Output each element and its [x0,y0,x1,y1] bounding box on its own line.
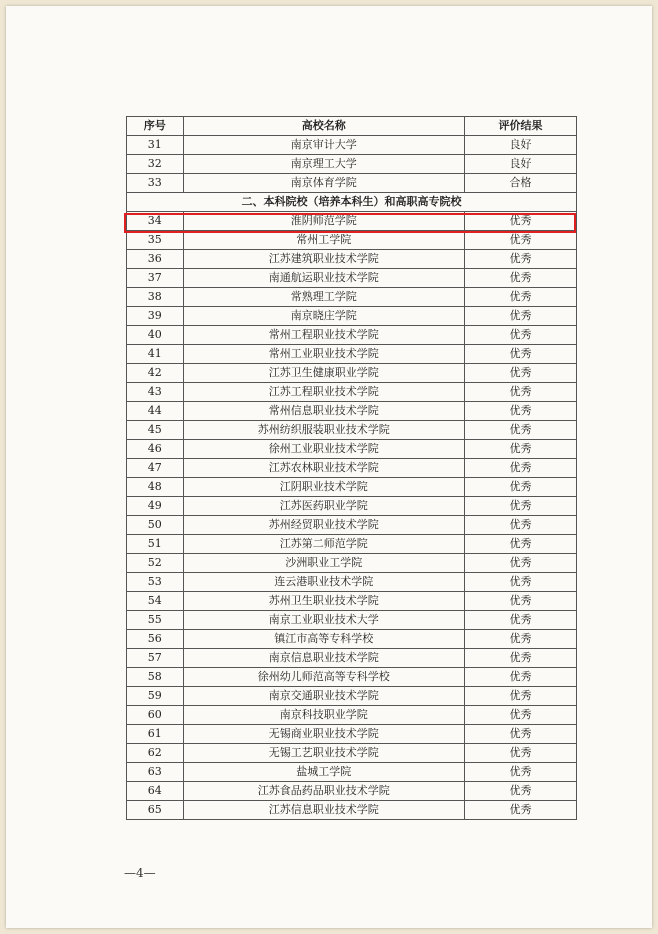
cell-name: 苏州纺织服装职业技术学院 [183,421,464,440]
cell-no: 65 [127,801,184,820]
cell-result: 优秀 [464,288,576,307]
cell-result: 优秀 [464,269,576,288]
cell-no: 31 [127,136,184,155]
cell-result: 优秀 [464,478,576,497]
cell-result: 优秀 [464,383,576,402]
cell-no: 34 [127,212,184,231]
cell-name: 无锡商业职业技术学院 [183,725,464,744]
cell-result: 优秀 [464,250,576,269]
cell-name: 江苏食品药品职业技术学院 [183,782,464,801]
cell-result: 优秀 [464,459,576,478]
header-result: 评价结果 [464,117,576,136]
cell-no: 33 [127,174,184,193]
cell-no: 62 [127,744,184,763]
cell-no: 64 [127,782,184,801]
document-page [6,6,652,928]
cell-name: 江苏信息职业技术学院 [183,801,464,820]
cell-name: 常熟理工学院 [183,288,464,307]
table-body-top [127,136,577,193]
table-row [127,269,577,288]
cell-result: 优秀 [464,573,576,592]
cell-result: 优秀 [464,535,576,554]
cell-result: 良好 [464,155,576,174]
cell-result: 优秀 [464,782,576,801]
cell-no: 49 [127,497,184,516]
cell-name: 连云港职业技术学院 [183,573,464,592]
cell-no: 57 [127,649,184,668]
table-row [127,516,577,535]
cell-name: 江苏第二师范学院 [183,535,464,554]
table-section [127,193,577,212]
cell-no: 51 [127,535,184,554]
table-row [127,231,577,250]
cell-result: 优秀 [464,725,576,744]
cell-no: 63 [127,763,184,782]
cell-name: 江苏工程职业技术学院 [183,383,464,402]
cell-name: 常州工学院 [183,231,464,250]
cell-name: 南京晓庄学院 [183,307,464,326]
cell-no: 43 [127,383,184,402]
cell-result: 优秀 [464,440,576,459]
cell-no: 50 [127,516,184,535]
table-row [127,212,577,231]
cell-result: 优秀 [464,630,576,649]
cell-name: 南京审计大学 [183,136,464,155]
section-title: 二、本科院校（培养本科生）和高职高专院校 [127,193,577,212]
cell-result: 良好 [464,136,576,155]
cell-no: 39 [127,307,184,326]
cell-result: 优秀 [464,744,576,763]
cell-name: 常州工程职业技术学院 [183,326,464,345]
cell-no: 53 [127,573,184,592]
cell-no: 38 [127,288,184,307]
cell-name: 徐州幼儿师范高等专科学校 [183,668,464,687]
section-title-row [127,193,577,212]
table-header-row [127,117,577,136]
cell-result: 优秀 [464,326,576,345]
cell-name: 盐城工学院 [183,763,464,782]
cell-result: 优秀 [464,497,576,516]
table-row [127,497,577,516]
table-row [127,573,577,592]
cell-name: 南京体育学院 [183,174,464,193]
cell-name: 南京工业职业技术大学 [183,611,464,630]
cell-no: 32 [127,155,184,174]
page-number: —4— [124,866,156,880]
evaluation-table [126,116,577,820]
table-row [127,478,577,497]
cell-no: 40 [127,326,184,345]
table-row [127,763,577,782]
cell-name: 南京科技职业学院 [183,706,464,725]
table-row [127,136,577,155]
cell-no: 47 [127,459,184,478]
table-row [127,649,577,668]
cell-name: 常州工业职业技术学院 [183,345,464,364]
cell-result: 优秀 [464,801,576,820]
cell-no: 52 [127,554,184,573]
cell-result: 优秀 [464,763,576,782]
cell-no: 45 [127,421,184,440]
cell-no: 54 [127,592,184,611]
cell-result: 优秀 [464,668,576,687]
cell-name: 徐州工业职业技术学院 [183,440,464,459]
cell-name: 淮阴师范学院 [183,212,464,231]
cell-result: 优秀 [464,592,576,611]
cell-name: 南京交通职业技术学院 [183,687,464,706]
header-no: 序号 [127,117,184,136]
cell-name: 常州信息职业技术学院 [183,402,464,421]
cell-no: 41 [127,345,184,364]
cell-result: 优秀 [464,364,576,383]
cell-result: 优秀 [464,687,576,706]
cell-name: 南通航运职业技术学院 [183,269,464,288]
cell-name: 苏州经贸职业技术学院 [183,516,464,535]
cell-name: 江阴职业技术学院 [183,478,464,497]
cell-name: 苏州卫生职业技术学院 [183,592,464,611]
table-row [127,725,577,744]
cell-no: 42 [127,364,184,383]
table-row [127,440,577,459]
cell-name: 沙洲职业工学院 [183,554,464,573]
table-row [127,801,577,820]
cell-name: 南京理工大学 [183,155,464,174]
cell-no: 44 [127,402,184,421]
cell-result: 优秀 [464,212,576,231]
cell-no: 56 [127,630,184,649]
cell-no: 37 [127,269,184,288]
cell-no: 35 [127,231,184,250]
table-row [127,630,577,649]
table-row [127,554,577,573]
table-row [127,421,577,440]
cell-no: 55 [127,611,184,630]
cell-no: 48 [127,478,184,497]
cell-name: 镇江市高等专科学校 [183,630,464,649]
table-row [127,706,577,725]
cell-no: 58 [127,668,184,687]
cell-no: 36 [127,250,184,269]
cell-result: 优秀 [464,345,576,364]
cell-no: 60 [127,706,184,725]
cell-result: 优秀 [464,421,576,440]
table-row [127,383,577,402]
table-row [127,459,577,478]
cell-result: 优秀 [464,649,576,668]
table-row [127,592,577,611]
table-row [127,687,577,706]
table-row [127,535,577,554]
table-row [127,155,577,174]
cell-result: 优秀 [464,516,576,535]
cell-name: 南京信息职业技术学院 [183,649,464,668]
cell-name: 江苏建筑职业技术学院 [183,250,464,269]
table-row [127,611,577,630]
table-body-main [127,212,577,820]
cell-result: 合格 [464,174,576,193]
table-row [127,288,577,307]
cell-name: 无锡工艺职业技术学院 [183,744,464,763]
cell-result: 优秀 [464,402,576,421]
table-row [127,345,577,364]
table-row [127,307,577,326]
cell-no: 61 [127,725,184,744]
table-row [127,744,577,763]
cell-result: 优秀 [464,611,576,630]
table-row [127,250,577,269]
header-name: 高校名称 [183,117,464,136]
cell-result: 优秀 [464,307,576,326]
cell-no: 46 [127,440,184,459]
cell-name: 江苏卫生健康职业学院 [183,364,464,383]
cell-name: 江苏医药职业学院 [183,497,464,516]
cell-result: 优秀 [464,231,576,250]
cell-result: 优秀 [464,554,576,573]
cell-name: 江苏农林职业技术学院 [183,459,464,478]
table-row [127,402,577,421]
table-row [127,668,577,687]
table-row [127,174,577,193]
table-row [127,364,577,383]
table-row [127,326,577,345]
table-row [127,782,577,801]
cell-no: 59 [127,687,184,706]
cell-result: 优秀 [464,706,576,725]
